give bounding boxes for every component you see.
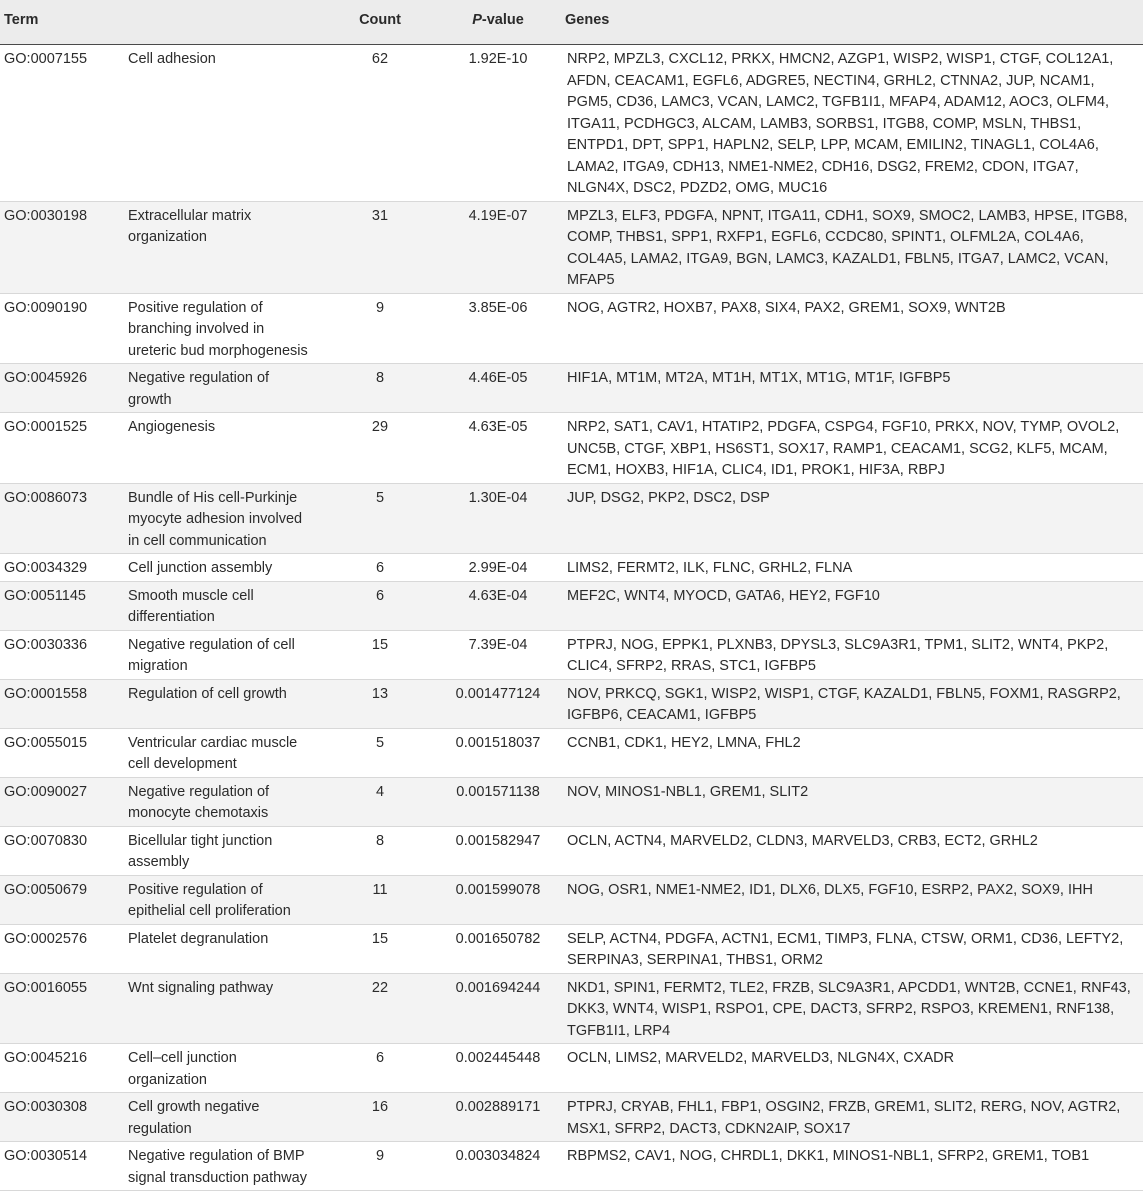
table-row [0,581,1143,630]
genes-cell: NOG, OSR1, NME1-NME2, ID1, DLX6, DLX5, FGF10, ESRP2, PAX2, SOX9, IHH [565,875,1143,924]
go-id-cell: GO:0001558 [0,679,125,728]
go-id-cell: GO:0007155 [0,45,125,202]
pvalue-cell: 7.39E-04 [431,630,565,679]
term-cell: Negative regulation of growth [125,364,329,413]
header-pvalue-rest: -value [481,12,524,29]
table-row [0,364,1143,413]
go-id-cell: GO:0070830 [0,826,125,875]
header-term-name [125,0,329,45]
pvalue-cell: 1.92E-10 [431,45,565,202]
term-cell: Positive regulation of epithelial cell proliferation [125,875,329,924]
genes-cell: HIF1A, MT1M, MT2A, MT1H, MT1X, MT1G, MT1F, IGFBP5 [565,364,1143,413]
count-cell: 5 [329,483,431,554]
go-id-cell: GO:0090027 [0,777,125,826]
pvalue-cell: 0.001694244 [431,973,565,1044]
go-id-cell: GO:0030198 [0,201,125,293]
table-row [0,875,1143,924]
pvalue-cell: 0.001650782 [431,924,565,973]
count-cell: 9 [329,1142,431,1191]
term-cell: Bicellular tight junction assembly [125,826,329,875]
term-cell: Cell adhesion [125,45,329,202]
count-cell: 6 [329,554,431,582]
table-row [0,777,1143,826]
table-row [0,1044,1143,1093]
header-pvalue [431,0,565,45]
term-cell: Negative regulation of BMP signal transduction pathway [125,1142,329,1191]
genes-cell: SELP, ACTN4, PDGFA, ACTN1, ECM1, TIMP3, FLNA, CTSW, ORM1, CD36, LEFTY2, SERPINA3, SERPINA1, THBS1, ORM2 [565,924,1143,973]
pvalue-cell: 4.63E-04 [431,581,565,630]
table-row [0,973,1143,1044]
count-cell: 6 [329,1044,431,1093]
table-row [0,413,1143,484]
term-cell: Positive regulation of branching involved in ureteric bud morphogenesis [125,293,329,364]
count-cell: 4 [329,777,431,826]
go-id-cell: GO:0030336 [0,630,125,679]
go-id-cell: GO:0051145 [0,581,125,630]
go-id-cell: GO:0030514 [0,1142,125,1191]
pvalue-cell: 4.19E-07 [431,201,565,293]
count-cell: 31 [329,201,431,293]
term-cell: Platelet degranulation [125,924,329,973]
table-row [0,483,1143,554]
pvalue-cell: 4.46E-05 [431,364,565,413]
genes-cell: PTPRJ, NOG, EPPK1, PLXNB3, DPYSL3, SLC9A3R1, TPM1, SLIT2, WNT4, PKP2, CLIC4, SFRP2, RRAS, STC1, IGFBP5 [565,630,1143,679]
count-cell: 29 [329,413,431,484]
genes-cell: OCLN, LIMS2, MARVELD2, MARVELD3, NLGN4X, CXADR [565,1044,1143,1093]
count-cell: 16 [329,1093,431,1142]
count-cell: 15 [329,924,431,973]
header-pvalue-italic: P [472,12,482,29]
genes-cell: RBPMS2, CAV1, NOG, CHRDL1, DKK1, MINOS1-NBL1, SFRP2, GREM1, TOB1 [565,1142,1143,1191]
count-cell: 11 [329,875,431,924]
term-cell: Negative regulation of cell migration [125,630,329,679]
genes-cell: JUP, DSG2, PKP2, DSC2, DSP [565,483,1143,554]
pvalue-cell: 0.002445448 [431,1044,565,1093]
go-id-cell: GO:0090190 [0,293,125,364]
genes-cell: NOG, AGTR2, HOXB7, PAX8, SIX4, PAX2, GREM1, SOX9, WNT2B [565,293,1143,364]
table-row [0,293,1143,364]
pvalue-cell: 0.002889171 [431,1093,565,1142]
table-row [0,679,1143,728]
header-count: Count [329,0,431,45]
pvalue-cell: 2.99E-04 [431,554,565,582]
table-row [0,1093,1143,1142]
go-id-cell: GO:0002576 [0,924,125,973]
genes-cell: NRP2, MPZL3, CXCL12, PRKX, HMCN2, AZGP1, WISP2, WISP1, CTGF, COL12A1, AFDN, CEACAM1, EGFL6, ADGRE5, NECTIN4, GRHL2, CTNNA2, JUP, NCAM1, PGM5, CD36, LAMC3, VCAN, LAMC2, TGFB1I1, MFAP4, ADAM12, AOC3, OLFM4, ITGA11, PCDHGC3, ALCAM, LAMB3, SORBS1, ITGB8, COMP, MSLN, THBS1, ENTPD1, DPT, SPP1, HAPLN2, SELP, LPP, MCAM, EMILIN2, TINAGL1, COL4A6, LAMA2, ITGA9, CDH13, NME1-NME2, CDH16, DSG2, FREM2, CDON, ITGA7, NLGN4X, DSC2, PDZD2, OMG, MUC16 [565,45,1143,202]
genes-cell: NRP2, SAT1, CAV1, HTATIP2, PDGFA, CSPG4, FGF10, PRKX, NOV, TYMP, OVOL2, UNC5B, CTGF, XBP1, HS6ST1, SOX17, RAMP1, CEACAM1, SCG2, KLF5, MCAM, ECM1, HOXB3, HIF1A, CLIC4, ID1, PROK1, HIF3A, RBPJ [565,413,1143,484]
go-id-cell: GO:0001525 [0,413,125,484]
go-id-cell: GO:0030308 [0,1093,125,1142]
count-cell: 8 [329,826,431,875]
genes-cell: LIMS2, FERMT2, ILK, FLNC, GRHL2, FLNA [565,554,1143,582]
table-row [0,201,1143,293]
genes-cell: MEF2C, WNT4, MYOCD, GATA6, HEY2, FGF10 [565,581,1143,630]
go-id-cell: GO:0055015 [0,728,125,777]
go-id-cell: GO:0045216 [0,1044,125,1093]
table-header [0,0,1143,45]
table-row [0,554,1143,582]
go-id-cell: GO:0045926 [0,364,125,413]
count-cell: 62 [329,45,431,202]
go-id-cell: GO:0016055 [0,973,125,1044]
table-row [0,630,1143,679]
term-cell: Smooth muscle cell differentiation [125,581,329,630]
pvalue-cell: 0.001477124 [431,679,565,728]
table-row [0,1142,1143,1191]
term-cell: Cell junction assembly [125,554,329,582]
pvalue-cell: 1.30E-04 [431,483,565,554]
term-cell: Wnt signaling pathway [125,973,329,1044]
header-genes: Genes [565,0,1143,45]
term-cell: Ventricular cardiac muscle cell development [125,728,329,777]
pvalue-cell: 4.63E-05 [431,413,565,484]
table-body [0,45,1143,1191]
count-cell: 9 [329,293,431,364]
genes-cell: NKD1, SPIN1, FERMT2, TLE2, FRZB, SLC9A3R1, APCDD1, WNT2B, CCNE1, RNF43, DKK3, WNT4, WISP1, RSPO1, CPE, DACT3, SFRP2, RSPO3, KREMEN1, RNF138, TGFB1I1, LRP4 [565,973,1143,1044]
header-term: Term [0,0,125,45]
term-cell: Cell–cell junction organization [125,1044,329,1093]
pvalue-cell: 0.001518037 [431,728,565,777]
header-row [0,0,1143,45]
count-cell: 6 [329,581,431,630]
table-row [0,728,1143,777]
pvalue-cell: 3.85E-06 [431,293,565,364]
go-id-cell: GO:0050679 [0,875,125,924]
genes-cell: PTPRJ, CRYAB, FHL1, FBP1, OSGIN2, FRZB, GREM1, SLIT2, RERG, NOV, AGTR2, MSX1, SFRP2, DACT3, CDKN2AIP, SOX17 [565,1093,1143,1142]
term-cell: Extracellular matrix organization [125,201,329,293]
go-id-cell: GO:0034329 [0,554,125,582]
genes-cell: CCNB1, CDK1, HEY2, LMNA, FHL2 [565,728,1143,777]
term-cell: Bundle of His cell-Purkinje myocyte adhesion involved in cell communication [125,483,329,554]
table-row [0,924,1143,973]
term-cell: Regulation of cell growth [125,679,329,728]
count-cell: 8 [329,364,431,413]
pvalue-cell: 0.001599078 [431,875,565,924]
pvalue-cell: 0.003034824 [431,1142,565,1191]
term-cell: Negative regulation of monocyte chemotaxis [125,777,329,826]
table-row [0,826,1143,875]
term-cell: Angiogenesis [125,413,329,484]
genes-cell: OCLN, ACTN4, MARVELD2, CLDN3, MARVELD3, CRB3, ECT2, GRHL2 [565,826,1143,875]
count-cell: 5 [329,728,431,777]
count-cell: 15 [329,630,431,679]
term-cell: Cell growth negative regulation [125,1093,329,1142]
genes-cell: MPZL3, ELF3, PDGFA, NPNT, ITGA11, CDH1, SOX9, SMOC2, LAMB3, HPSE, ITGB8, COMP, THBS1, SPP1, RXFP1, EGFL6, CCDC80, SPINT1, OLFML2A, COL4A6, COL4A5, LAMA2, ITGA9, BGN, LAMC3, KAZALD1, FBLN5, ITGA7, LAMC2, VCAN, MFAP5 [565,201,1143,293]
table-row [0,45,1143,202]
genes-cell: NOV, MINOS1-NBL1, GREM1, SLIT2 [565,777,1143,826]
pvalue-cell: 0.001571138 [431,777,565,826]
go-id-cell: GO:0086073 [0,483,125,554]
count-cell: 13 [329,679,431,728]
pvalue-cell: 0.001582947 [431,826,565,875]
genes-cell: NOV, PRKCQ, SGK1, WISP2, WISP1, CTGF, KAZALD1, FBLN5, FOXM1, RASGRP2, IGFBP6, CEACAM1, IGFBP5 [565,679,1143,728]
count-cell: 22 [329,973,431,1044]
